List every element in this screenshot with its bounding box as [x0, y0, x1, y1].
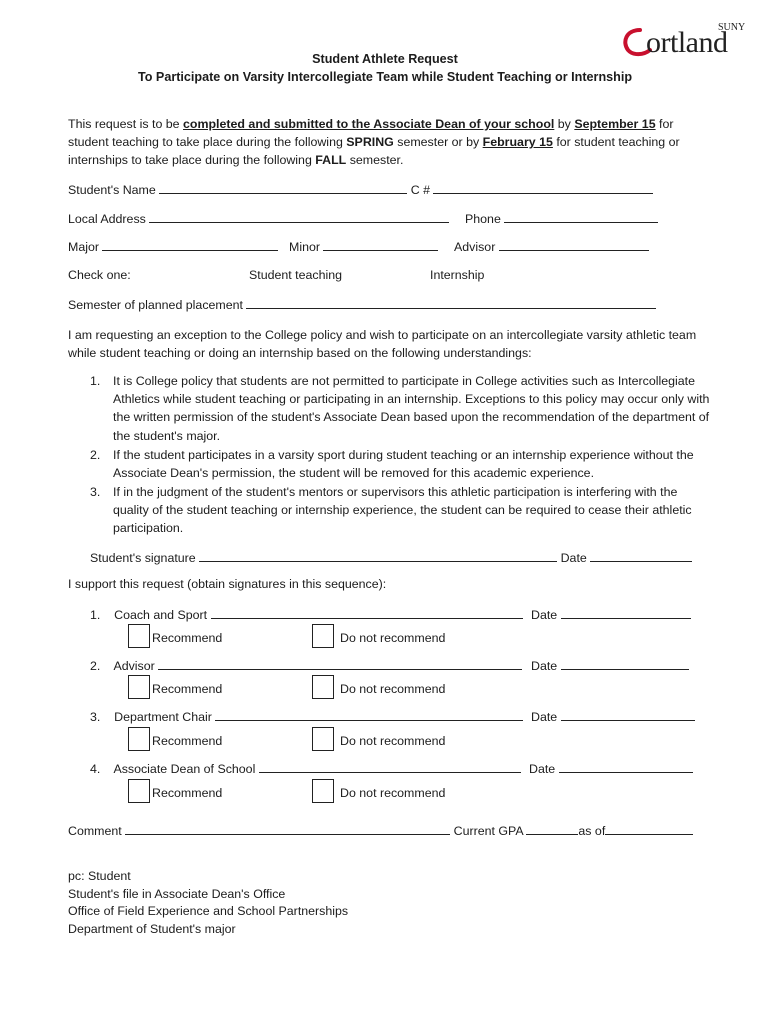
intro-paragraph	[68, 115, 708, 170]
not-recommend-checkbox[interactable]	[312, 675, 334, 699]
approver-label: Coach and Sport	[114, 608, 208, 622]
option-internship[interactable]: Internship	[430, 268, 485, 282]
comment-field[interactable]	[125, 822, 450, 835]
item-number: 2.	[90, 448, 101, 462]
advisor-label: Advisor	[454, 240, 496, 254]
gpa-field[interactable]	[526, 822, 578, 835]
semester-row	[68, 296, 656, 312]
item-number: 3.	[90, 485, 101, 499]
major-field[interactable]	[102, 238, 278, 251]
approver-number: 1.	[90, 608, 101, 622]
student-signature-row	[90, 549, 692, 565]
approver-date-label: Date	[529, 762, 556, 776]
approver-date-label: Date	[531, 659, 558, 673]
phone-label: Phone	[465, 212, 501, 226]
minor-field[interactable]	[323, 238, 438, 251]
check-one-label: Check one:	[68, 268, 131, 282]
intro-text: for student teaching to take place during the following	[68, 117, 674, 150]
approver-date-row	[529, 760, 693, 776]
intro-text: This request is to be	[68, 117, 184, 131]
not-recommend-checkbox[interactable]	[312, 624, 334, 648]
phone-field[interactable]	[504, 210, 658, 223]
comment-label: Comment	[68, 824, 122, 838]
local-address-label: Local Address	[68, 212, 146, 226]
approver-date-label: Date	[531, 608, 558, 622]
option-student-teaching[interactable]: Student teaching	[249, 268, 343, 282]
approver-date-field[interactable]	[559, 760, 693, 773]
approver-label: Advisor	[113, 659, 155, 673]
logo-name: ortland	[646, 26, 728, 59]
signature-field[interactable]	[199, 549, 557, 562]
item-text: If the student participates in a varsity sport during student teaching or an internship experience without the Associate Dean's permission, the student will be removed for this academic experience.	[113, 448, 694, 481]
advisor-row	[454, 238, 649, 254]
pc-item: Department of Student's major	[68, 921, 236, 936]
gpa-label: Current GPA	[453, 824, 523, 838]
approver-signature-field[interactable]	[158, 657, 522, 670]
signature-label: Student's signature	[90, 551, 196, 565]
c-number-field[interactable]	[433, 181, 653, 194]
approver-date-row	[531, 708, 695, 724]
request-text: I am requesting an exception to the College policy and wish to participate on an intercollegiate varsity athletic team while student teaching or doing an internship based on the following understandings:	[68, 328, 697, 361]
approver-row	[90, 657, 522, 673]
intro-text: semester.	[346, 153, 404, 168]
major-row	[68, 238, 278, 254]
intro-fall: FALL	[315, 153, 347, 168]
approver-date-row	[531, 657, 689, 673]
not-recommend-label: Do not recommend	[340, 734, 446, 748]
approver-signature-field[interactable]	[211, 606, 523, 619]
approver-date-field[interactable]	[561, 657, 689, 670]
not-recommend-label: Do not recommend	[340, 631, 446, 645]
not-recommend-checkbox[interactable]	[312, 727, 334, 751]
major-label: Major	[68, 240, 99, 254]
recommend-checkbox[interactable]	[128, 675, 150, 699]
c-number-label: C #	[410, 183, 430, 197]
recommend-checkbox[interactable]	[128, 624, 150, 648]
student-name-label: Student's Name	[68, 183, 156, 197]
intro-text: for student teaching or internships to take place during the following	[68, 135, 680, 168]
pc-item: Office of Field Experience and School Partnerships	[68, 904, 349, 918]
intro-spring: SPRING	[346, 135, 394, 150]
approver-signature-field[interactable]	[215, 708, 523, 721]
approver-date-row	[531, 606, 691, 622]
intro-text: semester or by	[393, 135, 483, 150]
title-line1: Student Athlete Request	[312, 52, 458, 66]
understanding-item	[90, 483, 710, 538]
item-text: If in the judgment of the student's mentors or supervisors this athletic participation is interfering with the quality of the student teaching or internship experience, the student can be required to cease their athletic participation.	[113, 485, 692, 536]
as-of-field[interactable]	[605, 822, 693, 835]
approver-date-field[interactable]	[561, 708, 695, 721]
approver-label: Associate Dean of School	[113, 762, 256, 776]
pc-item: Student's file in Associate Dean's Office	[68, 886, 286, 901]
pc-item: pc: Student	[68, 869, 131, 883]
logo-suny: SUNY	[718, 22, 746, 33]
recommend-checkbox[interactable]	[128, 779, 150, 803]
approver-date-field[interactable]	[561, 606, 691, 619]
item-number: 1.	[90, 374, 101, 388]
approver-number: 4.	[90, 762, 101, 776]
minor-row	[289, 238, 438, 254]
student-name-field[interactable]	[159, 181, 407, 194]
intro-deadline-feb: February 15	[482, 135, 553, 150]
approver-label: Department Chair	[114, 710, 212, 724]
support-text: I support this request (obtain signatures in this sequence):	[68, 577, 387, 591]
not-recommend-checkbox[interactable]	[312, 779, 334, 803]
approver-row	[90, 708, 523, 724]
local-address-field[interactable]	[149, 210, 449, 223]
signature-date-label: Date	[560, 551, 587, 565]
recommend-label: Recommend	[152, 631, 223, 645]
signature-date-field[interactable]	[590, 549, 692, 562]
intro-deadline-sept: September 15	[574, 117, 656, 131]
recommend-label: Recommend	[152, 682, 223, 696]
phone-row	[465, 210, 658, 226]
minor-label: Minor	[289, 240, 320, 254]
address-row	[68, 210, 449, 226]
approver-number: 3.	[90, 710, 101, 724]
comment-row	[68, 822, 693, 838]
approver-number: 2.	[90, 659, 101, 673]
approver-row	[90, 606, 523, 622]
approver-date-label: Date	[531, 710, 558, 724]
pc-list	[68, 868, 348, 938]
item-text: It is College policy that students are not permitted to participate in College activities such as Intercollegiate Athletics while student teaching or participating in an internship. Exceptions to this policy may occur only with the written permission of the student's Associate Dean based upon the recommendation of the department of the student's major.	[113, 374, 710, 443]
recommend-label: Recommend	[152, 786, 223, 800]
title-line2: To Participate on Varsity Intercollegiate Team while Student Teaching or Internship	[137, 70, 633, 84]
intro-deadline-target: completed and submitted to the Associate Dean of your school	[183, 117, 555, 131]
recommend-label: Recommend	[152, 734, 223, 748]
understanding-item	[90, 446, 710, 482]
advisor-field[interactable]	[499, 238, 649, 251]
approver-row	[90, 760, 521, 776]
approver-signature-field[interactable]	[259, 760, 521, 773]
intro-text: by	[554, 117, 575, 131]
student-name-row	[68, 181, 653, 197]
understanding-item	[90, 372, 710, 445]
not-recommend-label: Do not recommend	[340, 682, 446, 696]
semester-field[interactable]	[246, 296, 656, 309]
semester-label: Semester of planned placement	[68, 298, 243, 312]
as-of-label: as of	[578, 824, 606, 838]
recommend-checkbox[interactable]	[128, 727, 150, 751]
not-recommend-label: Do not recommend	[340, 786, 446, 800]
